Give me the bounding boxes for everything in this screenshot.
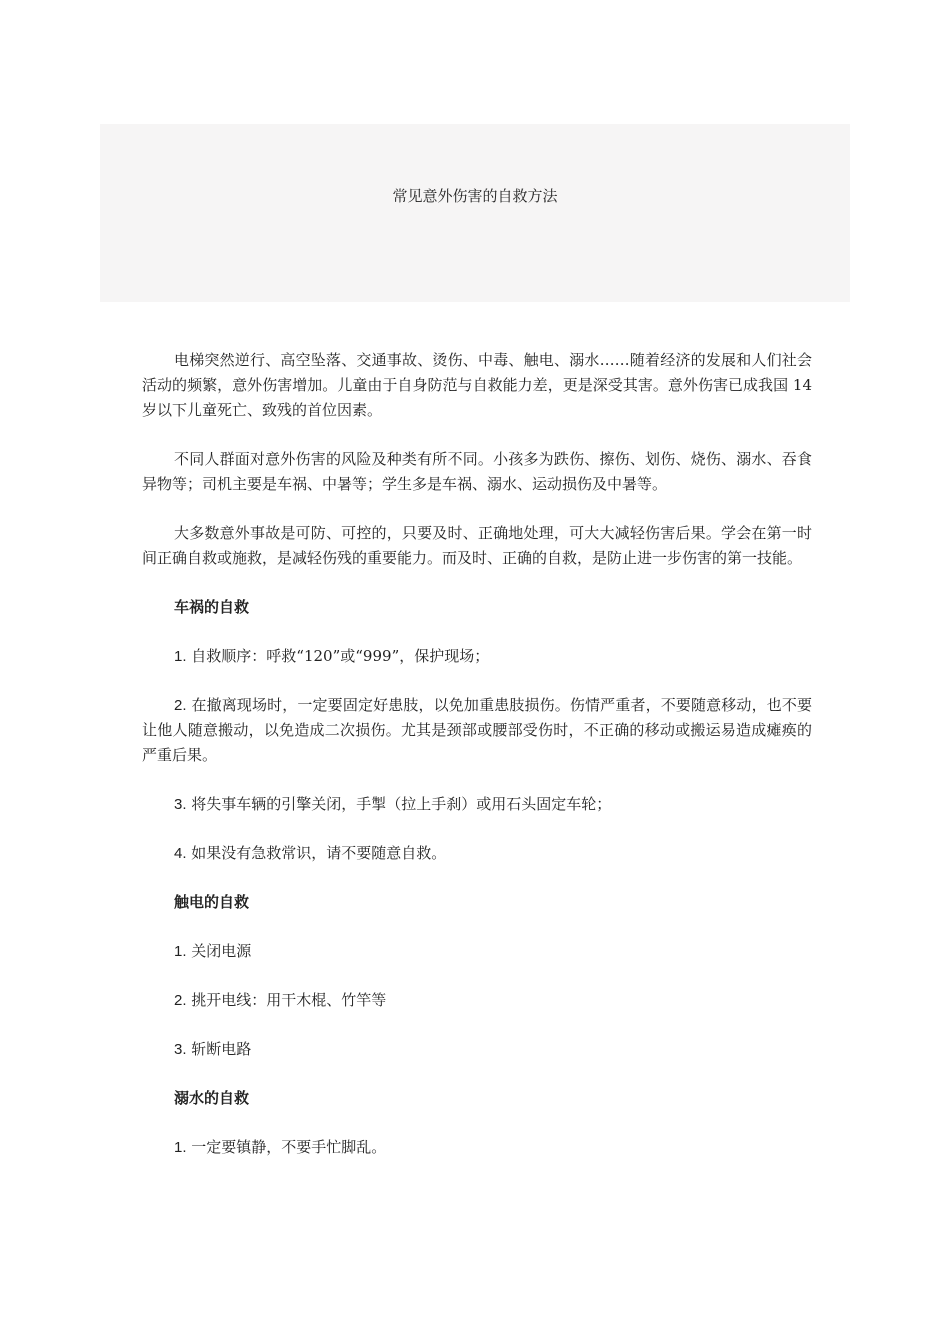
item-number: 2. (174, 992, 187, 1009)
item-number: 2. (174, 697, 187, 714)
item-number: 4. (174, 845, 187, 862)
item-text: 一定要镇静，不要手忙脚乱。 (191, 1138, 387, 1156)
item-number: 1. (174, 943, 187, 960)
list-item (142, 841, 812, 866)
title-banner (100, 124, 850, 302)
document-title: 常见意外伤害的自救方法 (392, 187, 558, 205)
item-text: 如果没有急救常识，请不要随意自救。 (191, 844, 447, 862)
section-car-accident (142, 595, 812, 866)
section-heading: 触电的自救 (174, 893, 250, 911)
list-item (142, 988, 812, 1013)
intro-paragraph: 不同人群面对意外伤害的风险及种类有所不同。小孩多为跌伤、擦伤、划伤、烧伤、溺水、吞食异物等；司机主要是车祸、中暑等；学生多是车祸、溺水、运动损伤及中暑等。 (142, 450, 812, 493)
section-heading: 车祸的自救 (174, 598, 250, 616)
intro-paragraph: 大多数意外事故是可防、可控的，只要及时、正确地处理，可大大减轻伤害后果。学会在第一时间正确自救或施救，是减轻伤残的重要能力。而及时、正确的自救，是防止进一步伤害的第一技能。 (142, 524, 812, 567)
list-item (142, 1135, 812, 1160)
item-text: 自救顺序：呼救“120”或“999”，保护现场； (191, 647, 490, 665)
item-text: 关闭电源 (191, 942, 252, 960)
item-text: 在撤离现场时，一定要固定好患肢，以免加重患肢损伤。伤情严重者，不要随意移动，也不要让他人随意搬动，以免造成二次损伤。尤其是颈部或腰部受伤时，不正确的移动或搬运易造成瘫痪的严重后果。 (142, 696, 812, 764)
item-number: 1. (174, 648, 187, 665)
item-text: 将失事车辆的引擎关闭，手掣（拉上手刹）或用石头固定车轮； (191, 795, 612, 813)
list-item (142, 644, 812, 669)
item-text: 斩断电路 (191, 1040, 252, 1058)
item-number: 3. (174, 1041, 187, 1058)
section-electric-shock (142, 890, 812, 1062)
list-item (142, 693, 812, 768)
article-body (142, 348, 812, 1184)
section-drowning (142, 1086, 812, 1160)
item-number: 3. (174, 796, 187, 813)
item-text: 挑开电线：用干木棍、竹竿等 (191, 991, 387, 1009)
list-item (142, 939, 812, 964)
section-heading: 溺水的自救 (174, 1089, 250, 1107)
item-number: 1. (174, 1139, 187, 1156)
list-item (142, 1037, 812, 1062)
list-item (142, 792, 812, 817)
intro-paragraph: 电梯突然逆行、高空坠落、交通事故、烫伤、中毒、触电、溺水……随着经济的发展和人们社会活动的频繁，意外伤害增加。儿童由于自身防范与自救能力差，更是深受其害。意外伤害已成我国 14 岁以下儿童死亡、致残的首位因素。 (142, 351, 812, 419)
